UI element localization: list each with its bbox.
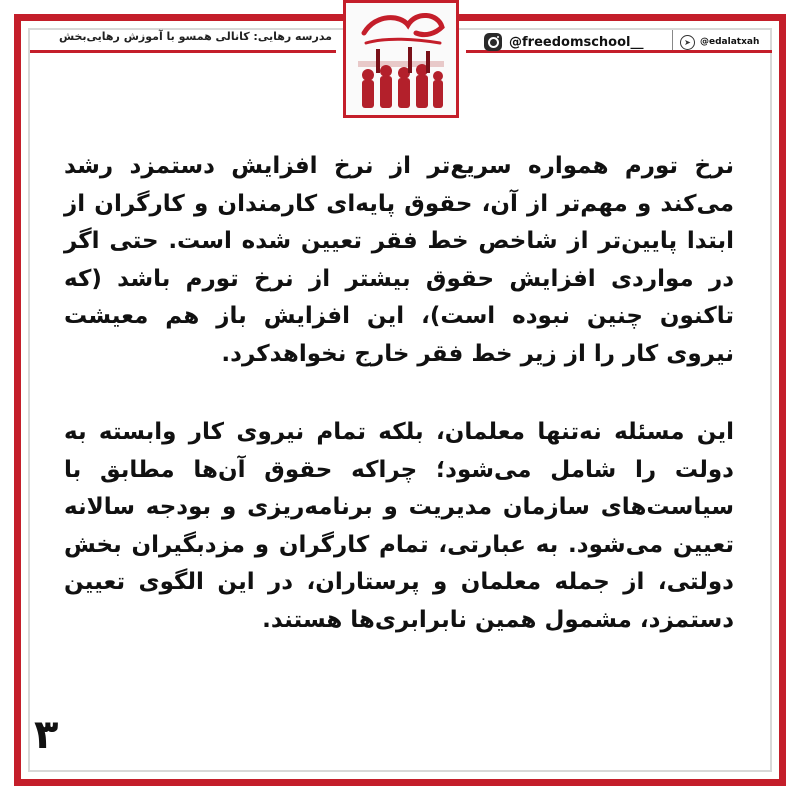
instagram-icon bbox=[484, 33, 502, 51]
social-handles bbox=[470, 30, 770, 54]
paragraph-2: این مسئله نه‌تنها معلمان، بلکه تمام نیروی کار وابسته به دولت را شامل می‌شود؛ چراکه حقوق آن‌ها مطابق با سیاست‌های سازمان مدیریت و برنامه‌ریزی و بودجه سالانه تعیین می‌شود. به عبارتی، تمام کارگران و مزدبگیران بخش دولتی، از جمله معلمان و پرستاران، در این الگوی تعیین دستمزد، مشمول همین نابرابری‌ها هستند. bbox=[64, 419, 734, 633]
paragraph-1: نرخ تورم همواره سریع‌تر از نرخ افزایش دستمزد رشد می‌کند و مهم‌تر از آن، حقوق پایه‌ای کارمندان و کارگران از ابتدا پایین‌تر از شاخص خط فقر تعیین شده است. حتی اگر در مواردی افزایش حقوق بیشتر از نرخ تورم باشد (که تاکنون چنین نبوده است)، این افزایش باز هم معیشت نیروی کار را از زیر خط فقر خارج نخواهد‌کرد. bbox=[64, 153, 734, 367]
telegram-handle: @edalatxah bbox=[700, 37, 760, 47]
channel-tagline: مدرسه رهایی: کانالی همسو با آموزش رهایی‌بخش bbox=[58, 30, 332, 43]
page-number: ۳ bbox=[34, 712, 59, 758]
header-divider bbox=[672, 30, 673, 50]
telegram-link[interactable] bbox=[680, 32, 759, 52]
header-rule-left bbox=[30, 50, 336, 53]
logo-graphic bbox=[346, 3, 456, 115]
telegram-icon: ➤ bbox=[680, 35, 695, 50]
school-logo bbox=[343, 0, 459, 118]
instagram-handle: @freedomschool__ bbox=[509, 34, 644, 50]
article-body bbox=[64, 148, 734, 639]
instagram-link[interactable] bbox=[484, 30, 644, 54]
